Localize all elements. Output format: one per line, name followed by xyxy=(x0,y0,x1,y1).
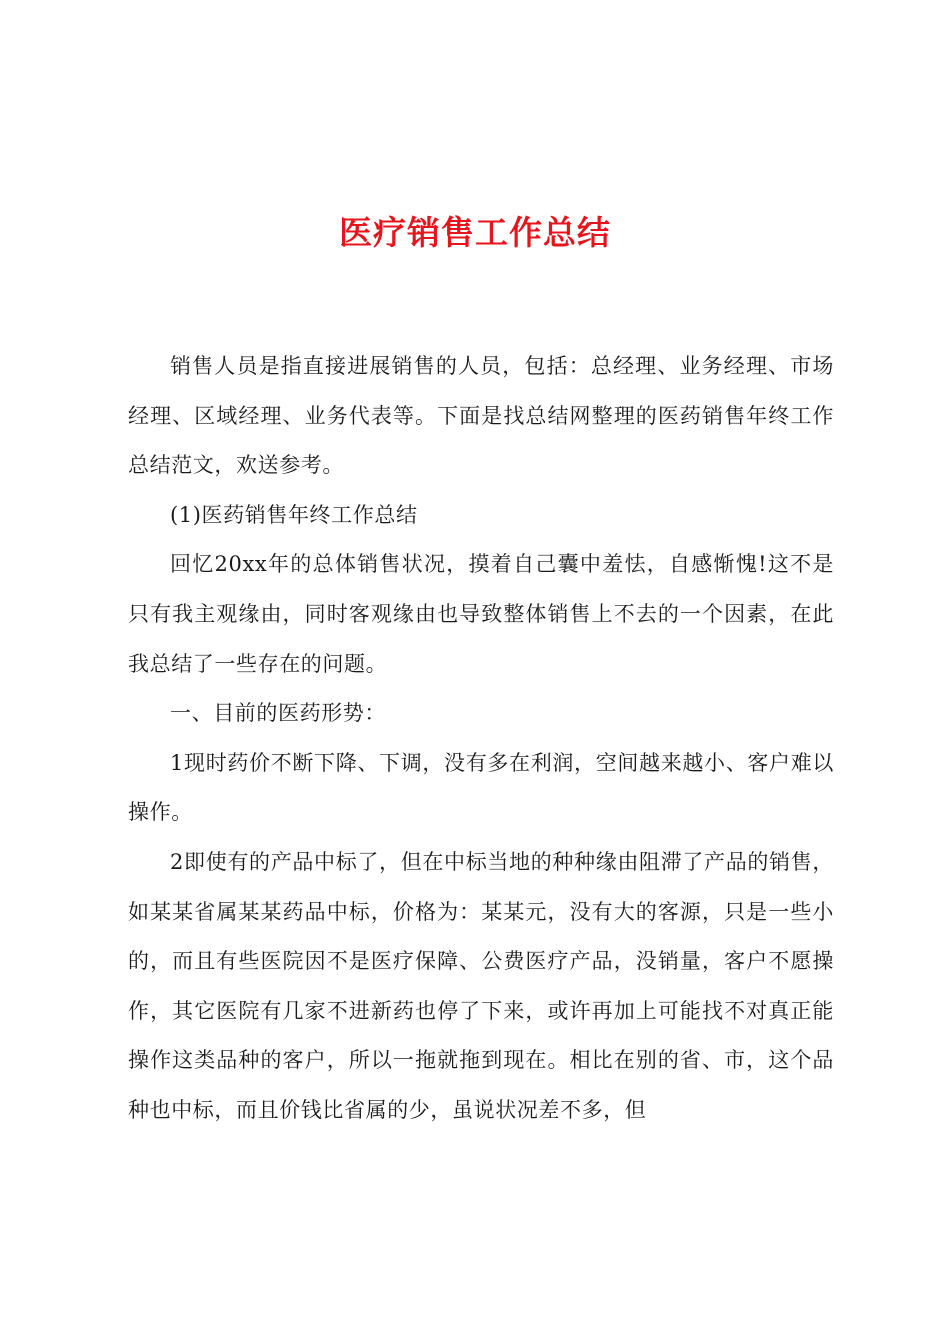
list-item-1: 1现时药价不断下降、下调，没有多在利润，空间越来越小、客户难以操作。 xyxy=(128,750,834,825)
list-item-2: 2即使有的产品中标了，但在中标当地的种种缘由阻滞了产品的销售，如某某省属某某药品中标，价格为：某某元，没有大的客源，只是一些小的，而且有些医院因不是医疗保障、公费医疗产品，没销量，客户不愿操作，其它医院有几家不进新药也停了下来，或许再加上可能找不对真正能操作这类品种的客户，所以一拖就拖到现在。相比在别的省、市，这个品种也中标，而且价钱比省属的少，虽说状况差不多，但 xyxy=(128,849,834,1122)
paragraph-review: 回忆20xx年的总体销售状况，摸着自己囊中羞怯，自感惭愧!这不是只有我主观缘由，同时客观缘由也导致整体销售上不去的一个因素，在此我总结了一些存在的问题。 xyxy=(128,552,834,676)
document-title: 医疗销售工作总结 xyxy=(339,213,611,252)
paragraph-intro: 销售人员是指直接进展销售的人员，包括：总经理、业务经理、市场经理、区域经理、业务代表等。下面是找总结网整理的医药销售年终工作总结范文，欢送参考。 xyxy=(128,354,834,478)
section-heading-1: (1)医药销售年终工作总结 xyxy=(170,502,418,527)
subheading-situation: 一、目前的医药形势： xyxy=(170,701,386,726)
document-body xyxy=(128,342,834,1136)
